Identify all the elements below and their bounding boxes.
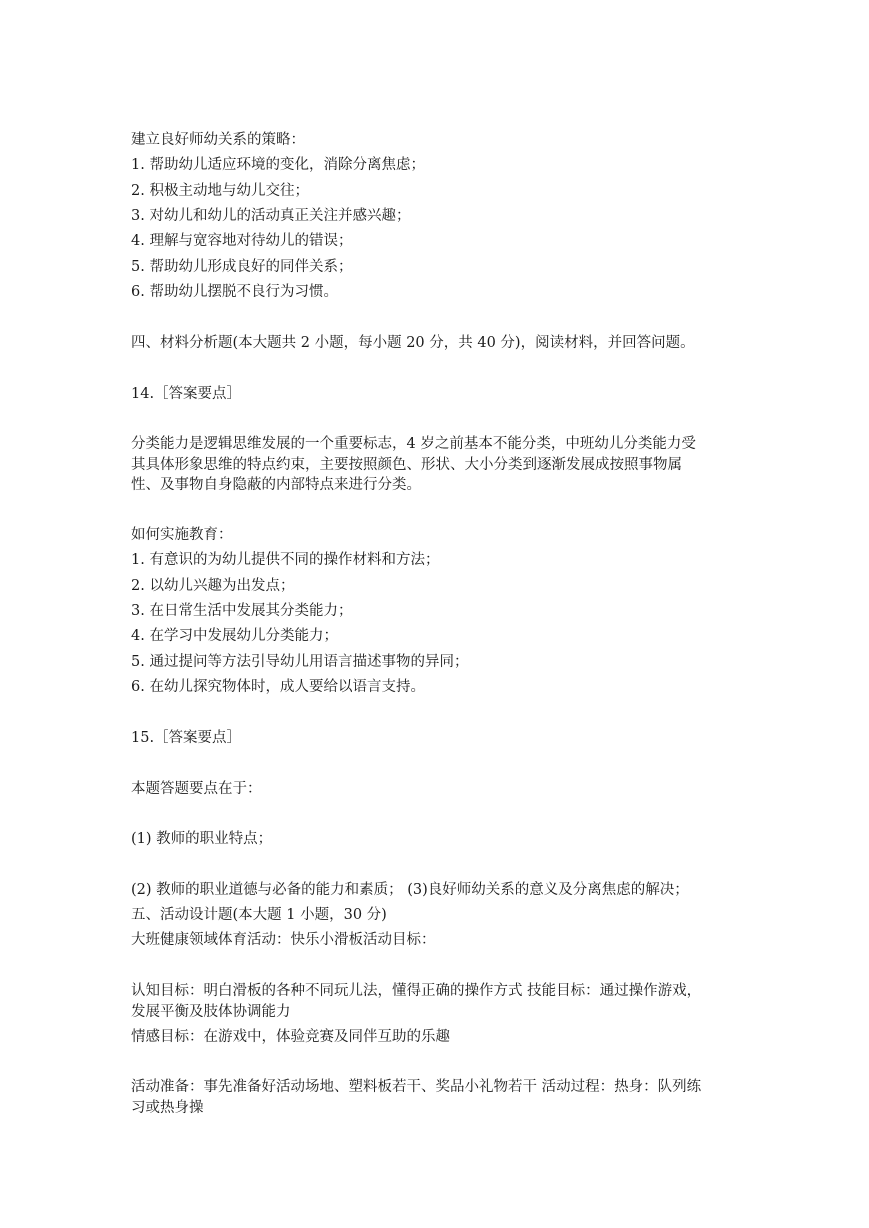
- strategy-item-2: 2. 积极主动地与幼儿交往；: [131, 183, 309, 199]
- how-heading: 如何实施教育：: [131, 527, 233, 543]
- q14-paragraph-line-1: 分类能力是逻辑思维发展的一个重要标志，4 岁之前基本不能分类，中班幼儿分类能力受: [131, 436, 696, 452]
- goals-line-3: 情感目标：在游戏中，体验竞赛及同伴互助的乐趣: [131, 1029, 450, 1045]
- how-item-5: 5. 通过提问等方法引导幼儿用语言描述事物的异同；: [131, 654, 469, 670]
- strategy-item-4: 4. 理解与宽容地对待幼儿的错误；: [131, 233, 353, 249]
- q14-paragraph-line-3: 性、及事物自身隐蔽的内部特点来进行分类。: [131, 477, 421, 493]
- how-item-4: 4. 在学习中发展幼儿分类能力；: [131, 628, 338, 644]
- strategy-heading: 建立良好师幼关系的策略：: [131, 132, 305, 148]
- strategy-item-3: 3. 对幼儿和幼儿的活动真正关注并感兴趣；: [131, 208, 411, 224]
- activity-title: 大班健康领域体育活动：快乐小滑板活动目标：: [131, 932, 436, 948]
- q15-label: 15.［答案要点］: [131, 730, 242, 746]
- strategy-item-6: 6. 帮助幼儿摆脱不良行为习惯。: [131, 284, 338, 300]
- goals-line-2: 发展平衡及肢体协调能力: [131, 1004, 291, 1020]
- strategy-item-5: 5. 帮助幼儿形成良好的同伴关系；: [131, 259, 353, 275]
- how-item-1: 1. 有意识的为幼儿提供不同的操作材料和方法；: [131, 552, 440, 568]
- how-item-2: 2. 以幼儿兴趣为出发点；: [131, 578, 295, 594]
- q14-label: 14.［答案要点］: [131, 386, 242, 402]
- how-item-3: 3. 在日常生活中发展其分类能力；: [131, 603, 353, 619]
- goals-line-1: 认知目标：明白滑板的各种不同玩儿法，懂得正确的操作方式 技能目标：通过操作游戏，: [131, 983, 702, 999]
- q15-intro: 本题答题要点在于：: [131, 781, 262, 797]
- section-five-title: 五、活动设计题(本大题 1 小题，30 分): [131, 907, 387, 923]
- section-four-title: 四、材料分析题(本大题共 2 小题，每小题 20 分，共 40 分)，阅读材料，并回答问题。: [131, 335, 695, 351]
- prep-line-2: 习或热身操: [131, 1100, 204, 1116]
- q15-point-2: (2) 教师的职业道德与必备的能力和素质； (3)良好师幼关系的意义及分离焦虑的解决；: [131, 882, 689, 898]
- how-item-6: 6. 在幼儿探究物体时，成人要给以语言支持。: [131, 679, 425, 695]
- strategy-item-1: 1. 帮助幼儿适应环境的变化，消除分离焦虑；: [131, 157, 425, 173]
- prep-line-1: 活动准备：事先准备好活动场地、塑料板若干、奖品小礼物若干 活动过程：热身：队列练: [131, 1079, 702, 1095]
- q14-paragraph-line-2: 其具体形象思维的特点约束，主要按照颜色、形状、大小分类到逐渐发展成按照事物属: [131, 457, 682, 473]
- q15-point-1: (1) 教师的职业特点；: [131, 831, 273, 847]
